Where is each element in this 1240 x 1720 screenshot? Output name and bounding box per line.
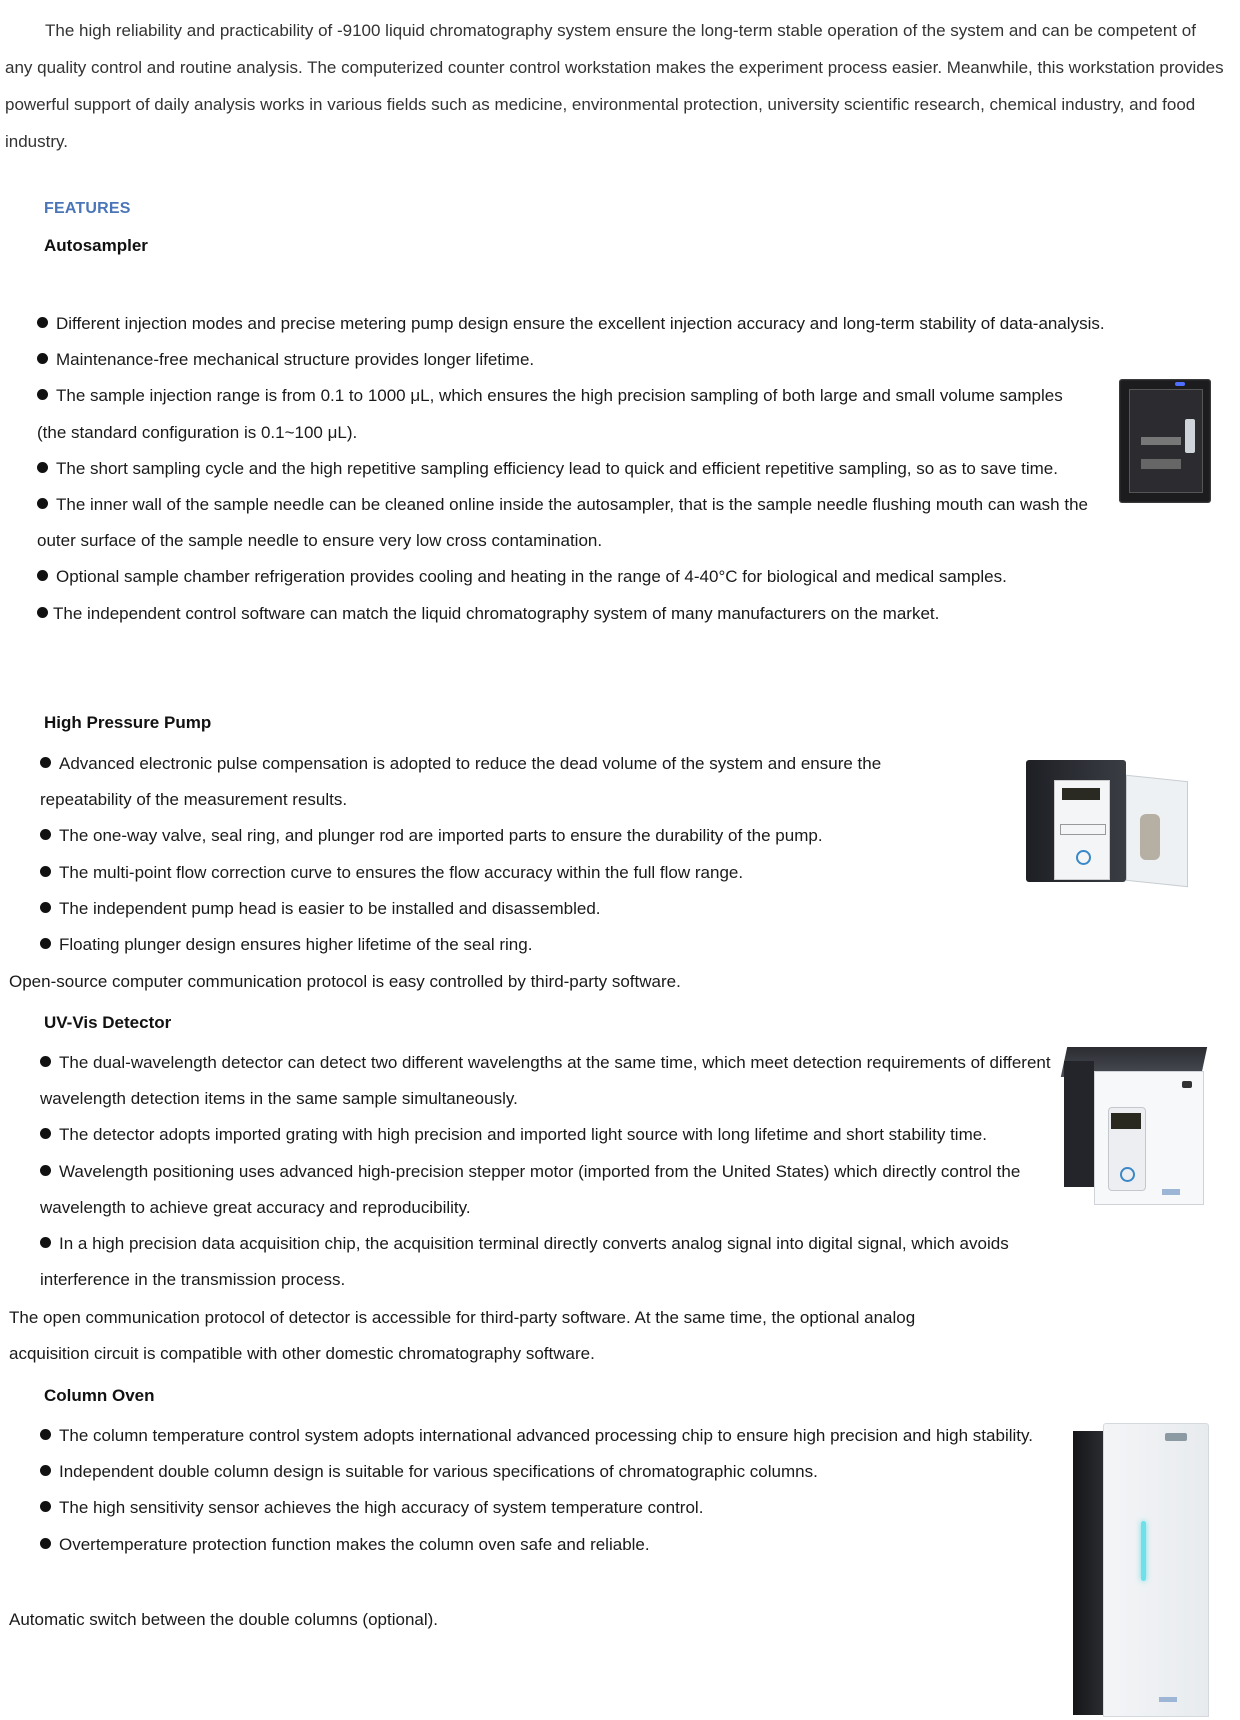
list-item: The dual-wavelength detector can detect two different wavelengths at the same time, which meet detection requirements of different wavelength detection items in the same sample simultaneously. <box>40 1053 1051 1109</box>
list-item: The independent pump head is easier to be installed and disassembled. <box>40 891 960 927</box>
list-item: Different injection modes and precise metering pump design ensure the excellent injection accuracy and long-term stability of data-analysis. <box>37 306 1117 342</box>
autosampler-image <box>1119 379 1211 503</box>
list-item: Advanced electronic pulse compensation is adopted to reduce the dead volume of the system and ensure the repeatability of the measurement results. <box>40 754 882 810</box>
features-heading: FEATURES <box>44 200 131 217</box>
list-item: The inner wall of the sample needle can be cleaned online inside the autosampler, that is the sample needle flushing mouth can wash the outer surface of the sample needle to ensure very low cross contamination. <box>37 495 1088 551</box>
bullet-icon <box>40 1429 51 1440</box>
list-item: The detector adopts imported grating with high precision and imported light source with long lifetime and short stability time. <box>40 1117 1070 1153</box>
bullet-icon <box>37 498 48 509</box>
list-item: The multi-point flow correction curve to ensures the flow accuracy within the full flow range. <box>40 855 960 891</box>
bullet-icon <box>37 389 48 400</box>
list-item: Overtemperature protection function makes the column oven safe and reliable. <box>40 1527 1060 1563</box>
bullet-icon <box>37 353 48 364</box>
list-item: In a high precision data acquisition chip, the acquisition terminal directly converts analog signal into digital signal, which avoids interference in the transmission process. <box>40 1234 1009 1290</box>
list-item: Independent double column design is suitable for various specifications of chromatographic columns. <box>40 1454 1060 1490</box>
bullet-icon <box>37 607 48 618</box>
detector-bullets <box>40 1045 1070 1298</box>
bullet-icon <box>37 570 48 581</box>
autosampler-title: Autosampler <box>44 236 148 255</box>
bullet-icon <box>37 462 48 473</box>
bullet-icon <box>40 829 51 840</box>
bullet-icon <box>40 1237 51 1248</box>
detector-image <box>1064 1047 1204 1205</box>
bullet-icon <box>40 1128 51 1139</box>
bullet-icon <box>40 1501 51 1512</box>
bullet-icon <box>40 757 51 768</box>
list-item: The independent control software can match the liquid chromatography system of many manufacturers on the market. <box>37 596 1117 632</box>
detector-title: UV-Vis Detector <box>44 1013 172 1032</box>
column-oven-image <box>1073 1421 1209 1717</box>
bullet-icon <box>40 902 51 913</box>
pump-title: High Pressure Pump <box>44 713 212 732</box>
bullet-icon <box>37 317 48 328</box>
bullet-icon <box>40 866 51 877</box>
oven-bullets <box>40 1418 1060 1563</box>
list-item: The column temperature control system adopts international advanced processing chip to ensure high precision and high stability. <box>40 1418 1060 1454</box>
list-item: The sample injection range is from 0.1 to 1000 μL, which ensures the high precision sampling of both large and small volume samples (the standard configuration is 0.1~100 μL). <box>37 386 1063 442</box>
list-item: Optional sample chamber refrigeration provides cooling and heating in the range of 4-40°C for biological and medical samples. <box>37 559 1117 595</box>
pump-note: Open-source computer communication protocol is easy controlled by third-party software. <box>9 972 681 991</box>
oven-title: Column Oven <box>44 1386 155 1405</box>
intro-paragraph: The high reliability and practicability of -9100 liquid chromatography system ensure the long-term stable operation of the system and can be competent of any quality control and routine analysis. The computerized counter control workstation makes the experiment process easier. Meanwhile, this workstation provides powerful support of daily analysis works in various fields such as medicine, environmental protection, university scientific research, chemical industry, and food industry. <box>5 21 1224 151</box>
detector-note: The open communication protocol of detector is accessible for third-party software. At the same time, the optional analog acquisition circuit is compatible with other domestic chromatography software. <box>9 1308 916 1363</box>
list-item: The one-way valve, seal ring, and plunger rod are imported parts to ensure the durability of the pump. <box>40 818 960 854</box>
list-item: Maintenance-free mechanical structure provides longer lifetime. <box>37 342 1117 378</box>
list-item: Wavelength positioning uses advanced high-precision stepper motor (imported from the United States) which directly control the wavelength to achieve great accuracy and reproducibility. <box>40 1161 1021 1217</box>
bullet-icon <box>40 1465 51 1476</box>
bullet-icon <box>40 1056 51 1067</box>
list-item: The short sampling cycle and the high repetitive sampling efficiency lead to quick and efficient repetitive sampling, so as to save time. <box>37 451 1097 487</box>
bullet-icon <box>40 1165 51 1176</box>
list-item: The high sensitivity sensor achieves the high accuracy of system temperature control. <box>40 1490 1060 1526</box>
pump-image <box>1026 754 1191 886</box>
oven-note: Automatic switch between the double columns (optional). <box>9 1610 439 1629</box>
bullet-icon <box>40 1538 51 1549</box>
list-item: Floating plunger design ensures higher lifetime of the seal ring. <box>40 927 960 963</box>
bullet-icon <box>40 938 51 949</box>
autosampler-bullets <box>37 306 1117 632</box>
pump-bullets <box>40 746 960 963</box>
